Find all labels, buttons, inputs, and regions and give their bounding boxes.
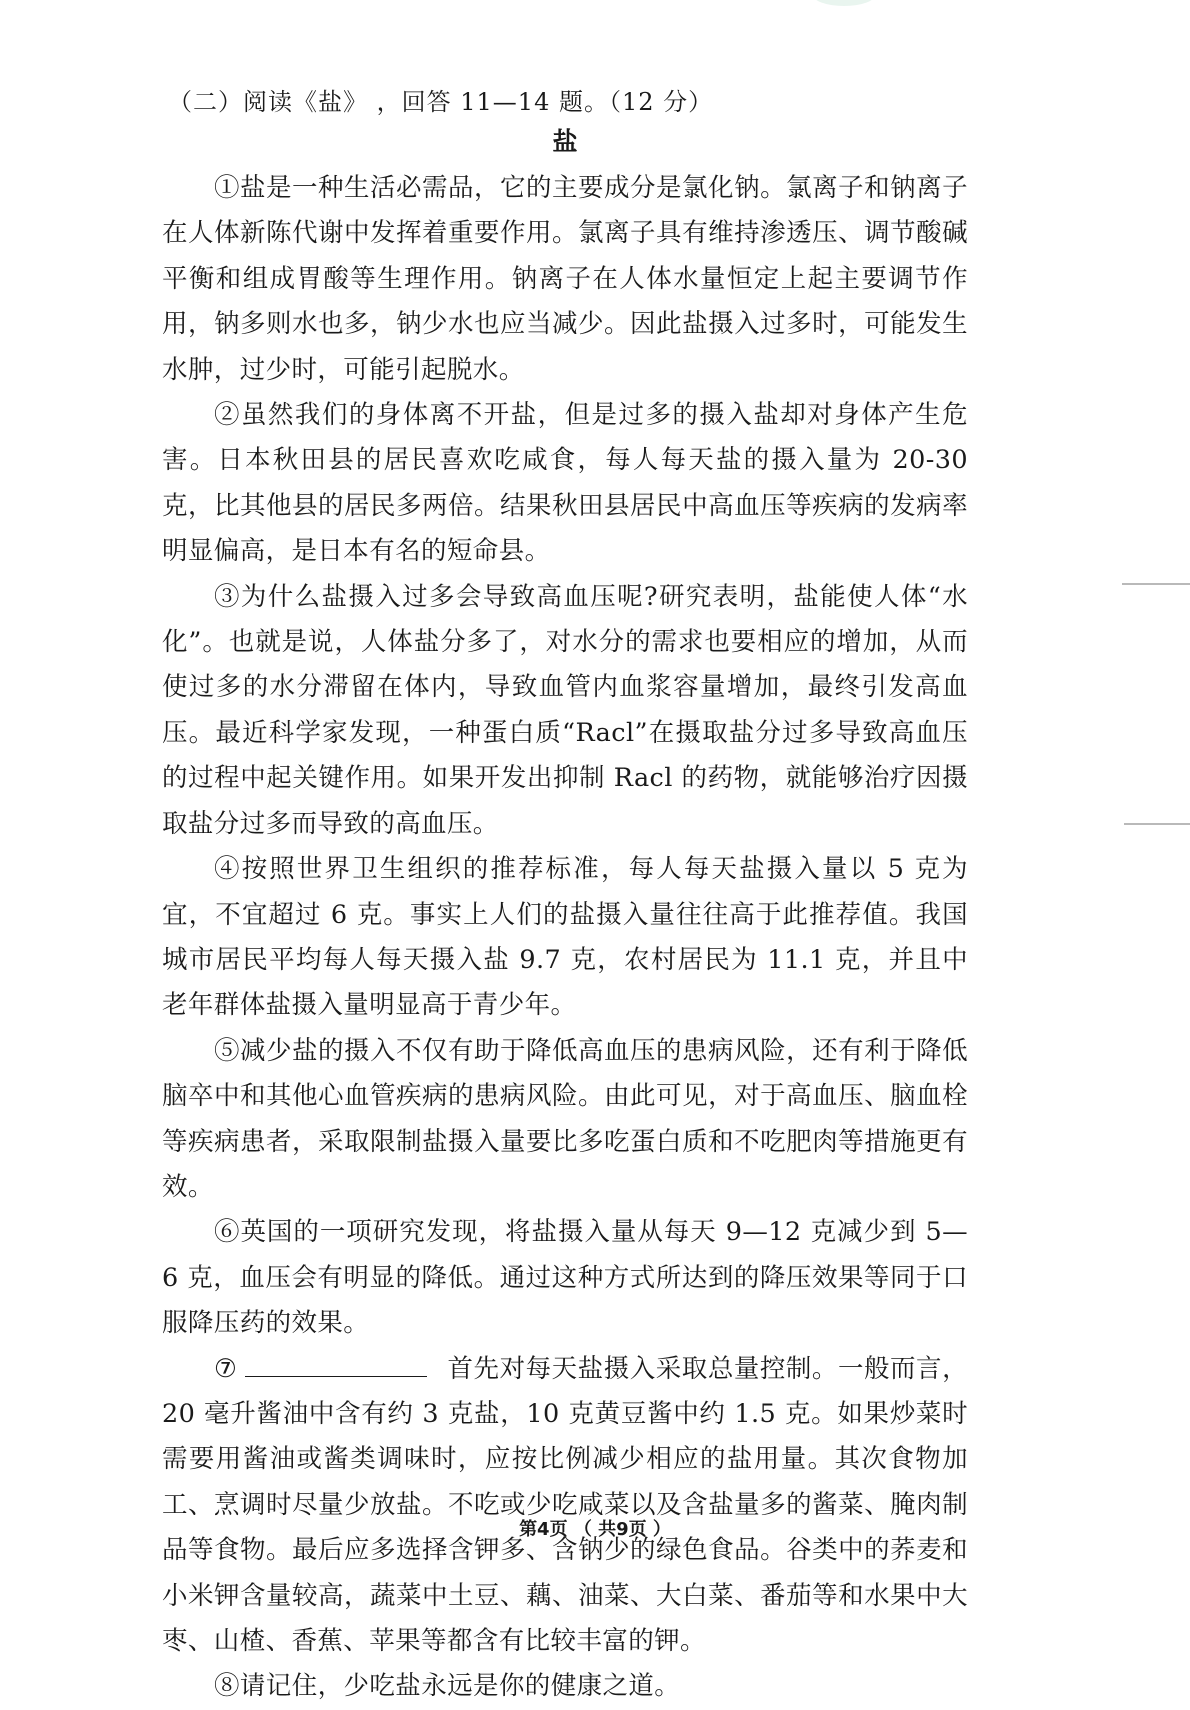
fill-in-blank bbox=[245, 1352, 427, 1377]
paragraph-7-text: 首先对每天盐摄入采取总量控制。一般而言，20 毫升酱油中含有约 3 克盐，10 克黄豆酱中约 1.5 克。如果炒菜时需要用酱油或酱类调味时，应按比例减少相应的盐用量。其次食物加工、烹调时尽量少放盐。不吃或少吃咸菜以及含盐量多的酱菜、腌肉制品等食物。最后应多选择含钾多、含钠少的绿色食品。谷类中的荞麦和小米钾含量较高，蔬菜中土豆、藕、油菜、大白菜、番茄等和水果中大枣、山楂、香蕉、苹果等都含有比较丰富的钾。 bbox=[162, 1353, 968, 1656]
paragraph-4: ④按照世界卫生组织的推荐标准，每人每天盐摄入量以 5 克为宜，不宜超过 6 克。事实上人们的盐摄入量往往高于此推荐值。我国城市居民平均每人每天摄入盐 9.7 克，农村居民为 11.1 克，并且中老年群体盐摄入量明显高于青少年。 bbox=[162, 854, 968, 1021]
paragraph-2: ②虽然我们的身体离不开盐，但是过多的摄入盐却对身体产生危害。日本秋田县的居民喜欢吃咸食，每人每天盐的摄入量为 20-30 克，比其他县的居民多两倍。结果秋田县居民中高血压等疾病的发病率明显偏高，是日本有名的短命县。 bbox=[162, 400, 968, 567]
paragraph-8: ⑧请记住，少吃盐永远是你的健康之道。 bbox=[214, 1671, 681, 1702]
scan-edge-mark bbox=[1122, 583, 1190, 585]
section-heading: （二）阅读《盐》 ，回答 11—14 题。（12 分） bbox=[168, 88, 714, 116]
paragraph-5: ⑤减少盐的摄入不仅有助于降低高血压的患病风险，还有利于降低脑卒中和其他心血管疾病的患病风险。由此可见，对于高血压、脑血栓等疾病患者，采取限制盐摄入量要比多吃蛋白质和不吃肥肉等措施更有效。 bbox=[162, 1035, 968, 1202]
paragraph-6: ⑥英国的一项研究发现，将盐摄入量从每天 9—12 克减少到 5—6 克，血压会有明显的降低。通过这种方式所达到的降压效果等同于口服降压药的效果。 bbox=[162, 1217, 968, 1339]
page-footer: 第4页 （ 共9页 ） bbox=[519, 1519, 671, 1540]
paragraph-3: ③为什么盐摄入过多会导致高血压呢?研究表明，盐能使人体“水化”。也就是说，人体盐分多了，对水分的需求也要相应的增加，从而使过多的水分滞留在体内，导致血管内血浆容量增加，最终引发高血压。最近科学家发现，一种蛋白质“Racl”在摄取盐分过多导致高血压的过程中起关键作用。如果开发出抑制 Racl 的药物，就能够治疗因摄取盐分过多而导致的高血压。 bbox=[162, 581, 968, 839]
paragraph-7-number: ⑦ bbox=[214, 1353, 238, 1384]
article-body bbox=[162, 166, 968, 1710]
paragraph-1: ①盐是一种生活必需品，它的主要成分是氯化钠。氯离子和钠离子在人体新陈代谢中发挥着重要作用。氯离子具有维持渗透压、调节酸碱平衡和组成胃酸等生理作用。钠离子在人体水量恒定上起主要调节作用，钠多则水也多，钠少水也应当减少。因此盐摄入过多时，可能发生水肿，过少时，可能引起脱水。 bbox=[162, 173, 968, 385]
article-title: 盐 bbox=[552, 127, 578, 156]
paragraph-7 bbox=[162, 1347, 968, 1665]
scan-corner-mark bbox=[812, 0, 876, 6]
scan-edge-mark bbox=[1124, 823, 1190, 825]
